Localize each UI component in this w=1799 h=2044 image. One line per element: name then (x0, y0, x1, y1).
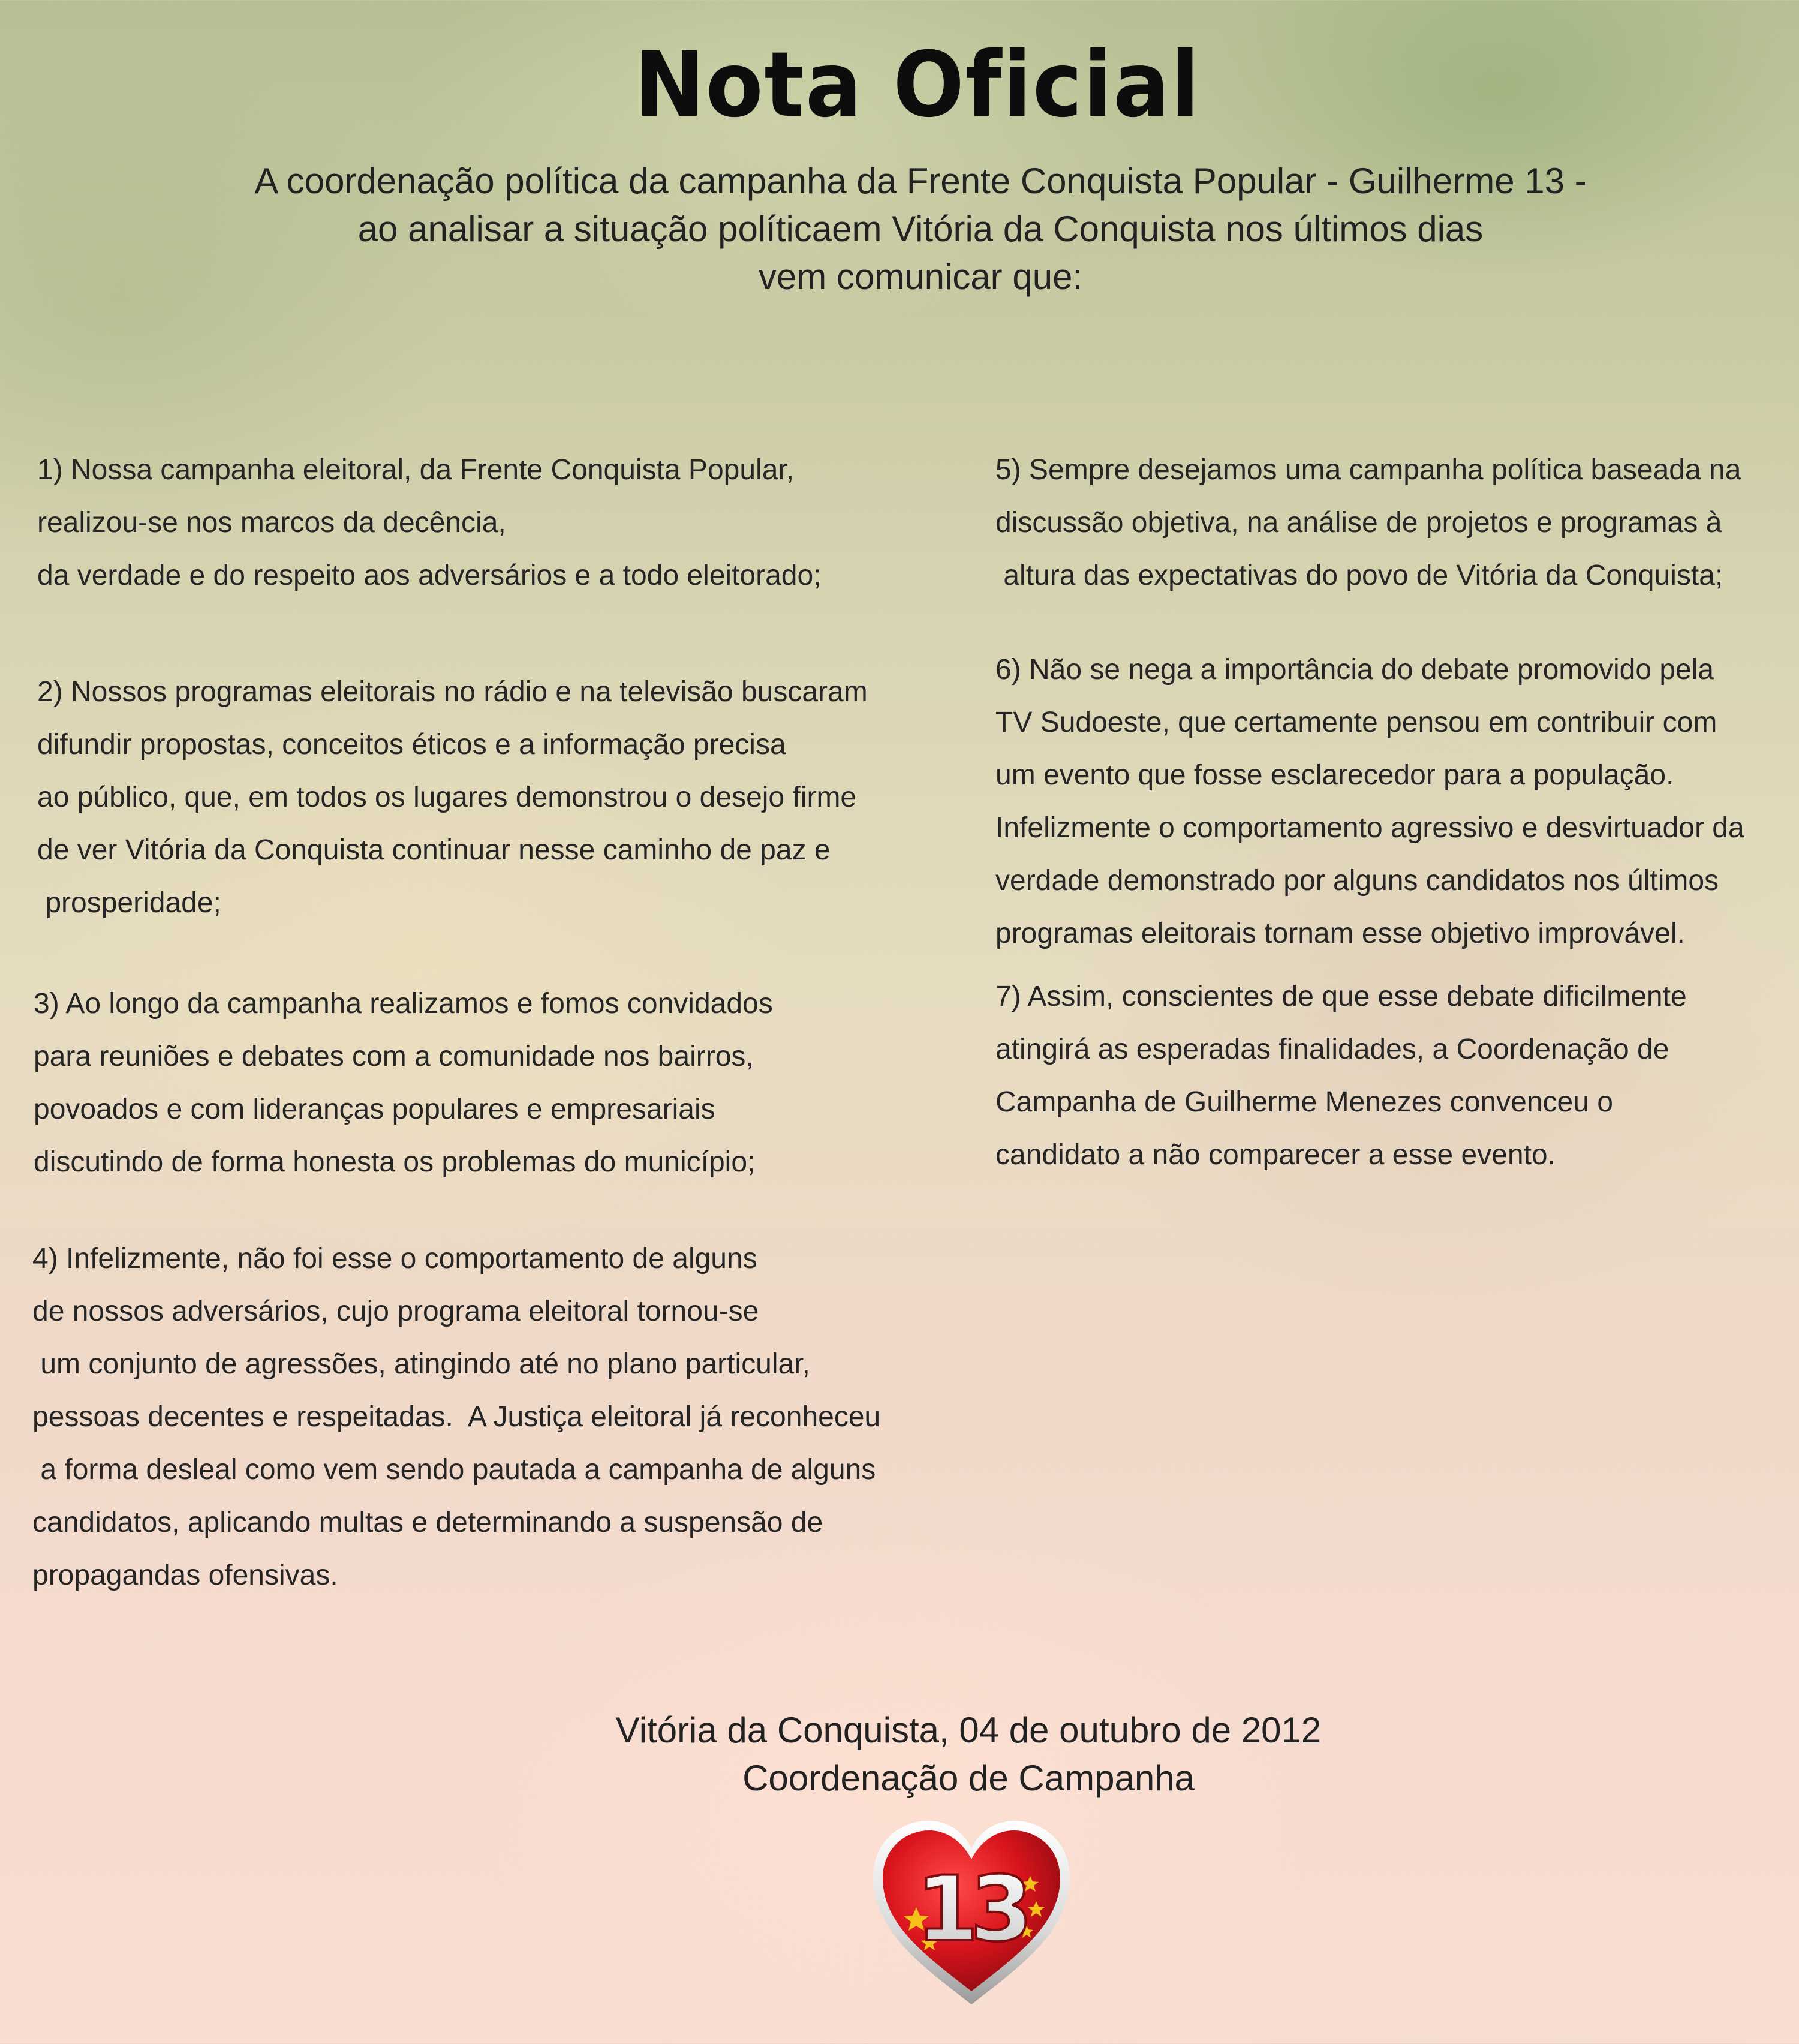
paragraph-line: 5) Sempre desejamos uma campanha política baseada na (995, 454, 1741, 486)
paragraph-7 (995, 970, 1687, 1182)
paragraph-line: pessoas decentes e respeitadas. A Justiça eleitoral já reconheceu (32, 1401, 881, 1433)
paragraph-line: 2) Nossos programas eleitorais no rádio e na televisão buscaram (37, 676, 868, 708)
paragraph-4 (32, 1233, 880, 1602)
paragraph-line: 6) Não se nega a importância do debate promovido pela (995, 654, 1714, 686)
paragraph-line: a forma desleal como vem sendo pautada a campanha de alguns (32, 1454, 876, 1486)
paragraph-line: para reuniões e debates com a comunidade nos bairros, (34, 1041, 754, 1072)
paragraph-line: realizou-se nos marcos da decência, (37, 507, 506, 539)
paragraph-line: prosperidade; (37, 887, 221, 919)
paragraph-line: candidatos, aplicando multas e determinando a suspensão de (32, 1507, 823, 1538)
signature-block (0, 1706, 1799, 1802)
paragraph-line: Campanha de Guilherme Menezes convenceu o (995, 1086, 1613, 1118)
page-title: Nota Oficial (634, 33, 1201, 137)
logo-number: 13 (916, 1857, 1025, 1962)
paragraph-5 (995, 444, 1741, 602)
paragraph-3 (34, 978, 773, 1189)
paragraph-line: propagandas ofensivas. (32, 1559, 338, 1591)
paragraph-line: atingirá as esperadas finalidades, a Coordenação de (995, 1033, 1669, 1065)
intro-line: ao analisar a situação políticaem Vitória da Conquista nos últimos dias (357, 209, 1484, 249)
intro-line: A coordenação política da campanha da Frente Conquista Popular - Guilherme 13 - (254, 161, 1587, 201)
intro-text (0, 157, 1799, 301)
paragraph-2 (37, 666, 868, 930)
paragraph-line: ao público, que, em todos os lugares demonstrou o desejo firme (37, 781, 857, 813)
paragraph-line: verdade demonstrado por alguns candidatos nos últimos (995, 865, 1719, 897)
paragraph-line: um evento que fosse esclarecedor para a população. (995, 759, 1674, 791)
heart-13-logo (870, 1817, 1073, 2009)
paragraph-line: povoados e com lideranças populares e empresariais (34, 1093, 715, 1125)
paragraph-line: Infelizmente o comportamento agressivo e desvirtuador da (995, 812, 1744, 844)
paragraph-1 (37, 444, 822, 602)
signature-author: Coordenação de Campanha (742, 1758, 1195, 1798)
paragraph-line: 4) Infelizmente, não foi esse o comportamento de alguns (32, 1243, 757, 1275)
paragraph-line: 3) Ao longo da campanha realizamos e fomos convidados (34, 988, 773, 1020)
paragraph-line: altura das expectativas do povo de Vitória da Conquista; (995, 560, 1723, 591)
paragraph-line: programas eleitorais tornam esse objetivo improvável. (995, 918, 1685, 949)
paragraph-line: candidato a não comparecer a esse evento. (995, 1139, 1556, 1171)
paragraph-line: 1) Nossa campanha eleitoral, da Frente Conquista Popular, (37, 454, 795, 486)
paragraph-line: de nossos adversários, cujo programa eleitoral tornou-se (32, 1295, 759, 1327)
paragraph-line: discussão objetiva, na análise de projetos e programas à (995, 507, 1722, 539)
paragraph-line: de ver Vitória da Conquista continuar nesse caminho de paz e (37, 834, 831, 866)
paragraph-6 (995, 644, 1744, 960)
intro-line: vem comunicar que: (758, 257, 1083, 297)
paragraph-line: discutindo de forma honesta os problemas do município; (34, 1146, 756, 1178)
paragraph-line: um conjunto de agressões, atingindo até no plano particular, (32, 1348, 810, 1380)
signature-place-date: Vitória da Conquista, 04 de outubro de 2012 (615, 1710, 1322, 1750)
paragraph-line: difundir propostas, conceitos éticos e a informação precisa (37, 729, 786, 761)
paragraph-line: da verdade e do respeito aos adversários e a todo eleitorado; (37, 560, 822, 591)
paragraph-line: TV Sudoeste, que certamente pensou em contribuir com (995, 707, 1717, 738)
paragraph-line: 7) Assim, conscientes de que esse debate dificilmente (995, 981, 1687, 1012)
